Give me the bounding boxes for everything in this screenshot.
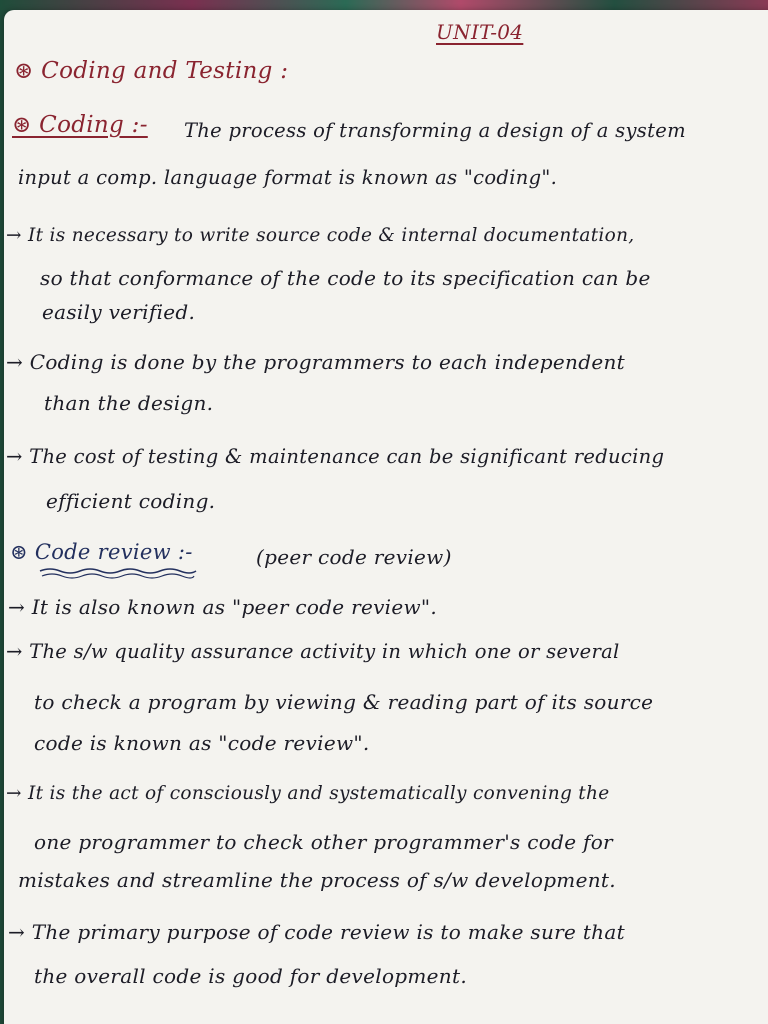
review-point-2-line-1: → The s/w quality assurance activity in which one or several bbox=[6, 640, 620, 663]
unit-title: UNIT-04 bbox=[436, 20, 524, 44]
review-point-4-line-2: the overall code is good for development. bbox=[34, 964, 467, 988]
review-point-2-line-3: code is known as "code review". bbox=[34, 731, 370, 755]
review-point-3-line-2: one programmer to check other programmer's code for bbox=[34, 830, 613, 854]
review-point-1-line-1: → It is also known as "peer code review". bbox=[8, 595, 438, 619]
section-heading: ⊛ Coding and Testing : bbox=[14, 58, 289, 84]
coding-point-1-line-1: → It is necessary to write source code & internal documentation, bbox=[6, 225, 635, 246]
review-point-4-line-1: → The primary purpose of code review is to make sure that bbox=[8, 920, 625, 944]
coding-point-1-line-2: so that conformance of the code to its specification can be bbox=[40, 266, 651, 290]
coding-point-2-line-2: than the design. bbox=[44, 391, 214, 415]
code-review-subheading: (peer code review) bbox=[256, 545, 452, 569]
review-point-3-line-3: mistakes and streamline the process of s/w development. bbox=[18, 868, 616, 892]
coding-heading: ⊛ Coding :- bbox=[12, 112, 148, 138]
coding-point-2-line-1: → Coding is done by the programmers to each independent bbox=[6, 350, 625, 374]
coding-definition-line1: The process of transforming a design of a system bbox=[184, 119, 686, 142]
review-point-2-line-2: to check a program by viewing & reading part of its source bbox=[34, 690, 654, 714]
code-review-heading: ⊛ Code review :- bbox=[10, 540, 193, 564]
coding-point-3-line-1: → The cost of testing & maintenance can be significant reducing bbox=[6, 445, 665, 468]
coding-point-3-line-2: efficient coding. bbox=[46, 489, 216, 513]
coding-definition-line2: input a comp. language format is known as "coding". bbox=[18, 166, 558, 189]
review-point-3-line-1: → It is the act of consciously and systematically convening the bbox=[6, 783, 610, 804]
coding-point-1-line-3: easily verified. bbox=[42, 300, 196, 324]
squiggle-underline bbox=[38, 567, 198, 579]
